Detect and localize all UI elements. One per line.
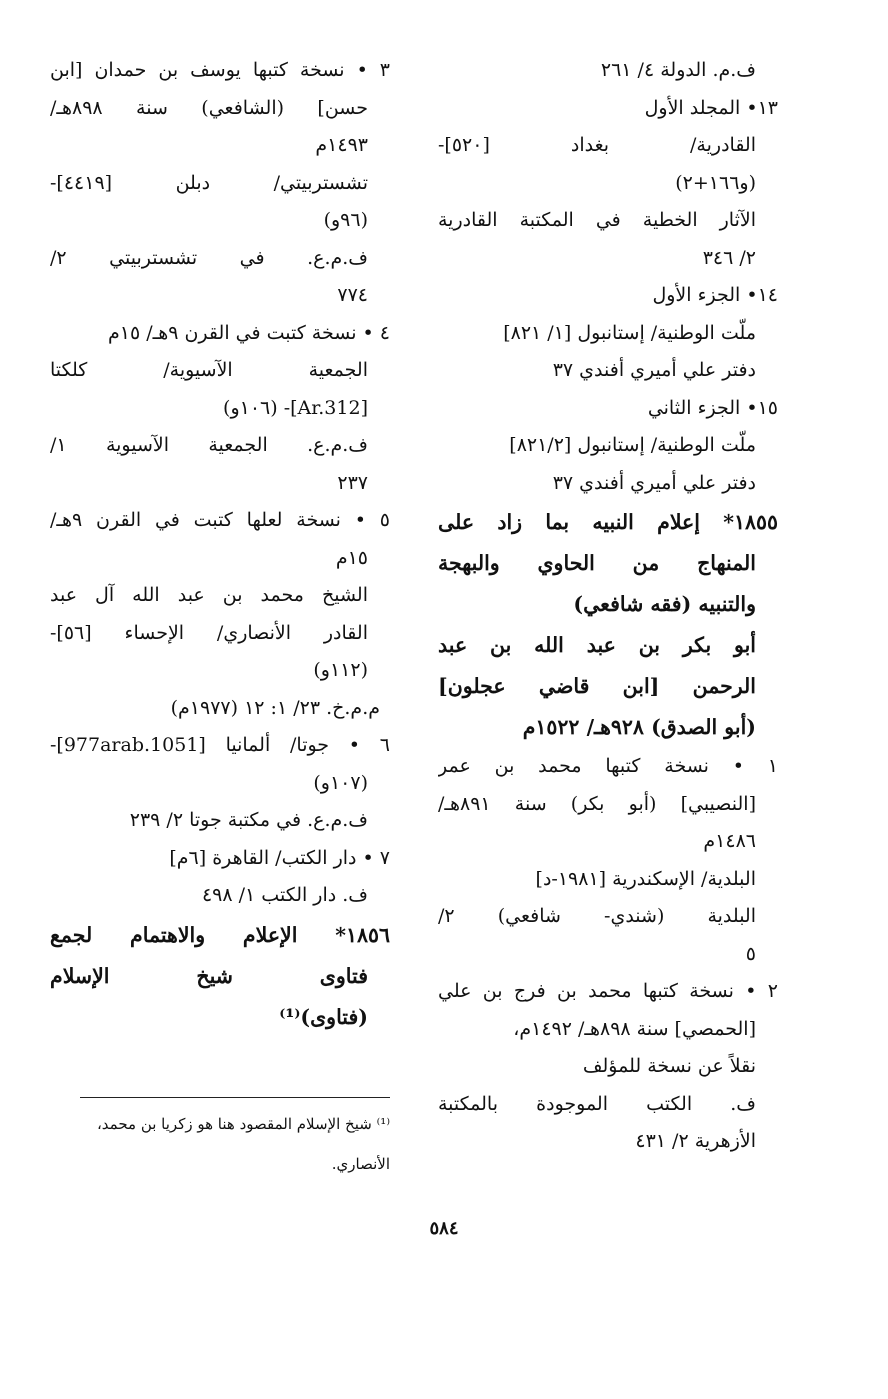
text-line: ٥ <box>745 942 756 965</box>
text-line: ١٤٩٣م <box>315 134 368 156</box>
text-line: ٧٧٤ <box>337 284 368 306</box>
text-line: ف. الكتب الموجودة بالمكتبة <box>438 1092 756 1115</box>
text-line: حسن] (الشافعي) سنة ٨٩٨هـ/ <box>50 96 368 119</box>
text-line: القادر الأنصاري/ الإحساء [٥٦]- <box>50 621 368 644</box>
text-line: ١٨٥٦* الإعلام والاهتمام لجمع <box>50 922 390 947</box>
footnote-line: ⁽¹⁾ شيخ الإسلام المقصود هنا هو زكريا بن محمد، <box>96 1115 390 1133</box>
page-number: ٥٨٤ <box>429 1218 459 1239</box>
text-line: القادرية/ بغداد [٥٢٠]- <box>438 134 756 156</box>
text-line: فتاوى شيخ الإسلام <box>50 963 368 988</box>
text-line: ف.م.ع. الجمعية الآسيوية ١/ <box>50 434 368 456</box>
text-line: دفتر علي أميري أفندي ٣٧ <box>552 359 756 381</box>
text-line: ٧ • دار الكتب/ القاهرة [٦م] <box>169 846 390 869</box>
footnote <box>40 1104 390 1184</box>
text-line: الآثار الخطية في المكتبة القادرية <box>438 209 756 231</box>
text-line: ١٥م <box>335 546 368 569</box>
text-line: ٣ • نسخة كتبها يوسف بن حمدان [ابن <box>50 59 390 81</box>
text-line: دفتر علي أميري أفندي ٣٧ <box>552 471 756 494</box>
text-line: ٢/ ٣٤٦ <box>702 246 756 269</box>
text-line: ١٣• المجلد الأول <box>644 96 778 119</box>
text-line: ٥ • نسخة لعلها كتبت في القرن ٩هـ/ <box>50 509 390 531</box>
text-line: الرحمن [ابن قاضي عجلون] <box>438 674 756 698</box>
text-line: ١٤• الجزء الأول <box>652 284 778 306</box>
text-line: المنهاج من الحاوي والبهجة <box>438 551 756 575</box>
text-line: ف.م. الدولة ٤/ ٢٦١ <box>600 59 756 81</box>
text-line: ملّت الوطنية/ إستانبول [١/ ٨٢١] <box>503 321 756 344</box>
text-line: ١٤٨٦م <box>703 830 756 852</box>
text-line: تشستربيتي/ دبلن [٤٤١٩]- <box>50 171 368 194</box>
text-line: الأزهرية ٢/ ٤٣١ <box>635 1130 756 1152</box>
text-line: [الحمصي] سنة ٨٩٨هـ/ ١٤٩٢م، <box>513 1017 756 1040</box>
text-line: (١١٢و) <box>313 659 368 681</box>
text-line: ملّت الوطنية/ إستانبول [٨٢١/٢] <box>509 434 756 456</box>
text-line: ١٨٥٥* إعلام النبيه بما زاد على <box>438 510 778 534</box>
text-line: (فتاوى)⁽¹⁾ <box>279 1004 368 1029</box>
text-line: م.م.خ. ٢٣/ ١: ١٢ (١٩٧٧م) <box>170 696 380 719</box>
text-line: ف. دار الكتب ١/ ٤٩٨ <box>201 884 368 906</box>
text-line: ٤ • نسخة كتبت في القرن ٩هـ/ ١٥م <box>108 321 390 344</box>
text-line: (٩٦و) <box>323 209 368 231</box>
text-line: ف.م.ع. في مكتبة جوتا ٢/ ٢٣٩ <box>129 809 368 831</box>
text-line: ١٥• الجزء الثاني <box>647 396 778 419</box>
footnote-divider <box>80 1097 390 1098</box>
text-line: ٢ • نسخة كتبها محمد بن فرج بن علي <box>438 980 778 1002</box>
text-line: نقلاً عن نسخة للمؤلف <box>582 1055 756 1077</box>
text-line: أبو بكر بن عبد الله بن عبد <box>438 633 756 657</box>
text-line: (١٠٧و) <box>313 771 368 794</box>
text-line: (أبو الصدق) ٩٢٨هـ/ ١٥٢٢م <box>522 715 756 739</box>
text-line: (و١٦٦+٢) <box>675 171 756 194</box>
text-line: الشيخ محمد بن عبد الله آل عبد <box>50 584 368 606</box>
text-line: ٢٣٧ <box>337 471 368 494</box>
text-line: [Ar.312]- (١٠٦و) <box>223 396 368 419</box>
text-line: [النصيبي] (أبو بكر) سنة ٨٩١هـ/ <box>438 792 756 815</box>
text-line: والتنبيه (فقه شافعي) <box>573 592 756 616</box>
right-column <box>438 52 778 1161</box>
text-line: ٦ • جوتا/ ألمانيا [977arab.1051]- <box>50 734 390 756</box>
text-line: ف.م.ع. في تشستربيتي ٢/ <box>50 246 368 269</box>
text-line: البلدية/ الإسكندرية [١٩٨١-د] <box>535 867 756 890</box>
text-line: ١ • نسخة كتبها محمد بن عمر <box>438 755 778 777</box>
left-column <box>50 52 390 1038</box>
text-line: الجمعية الآسيوية/ كلكتا <box>50 359 368 381</box>
text-line: البلدية (شندي- شافعي) ٢/ <box>438 905 756 927</box>
footnote-line: الأنصاري. <box>331 1155 390 1173</box>
